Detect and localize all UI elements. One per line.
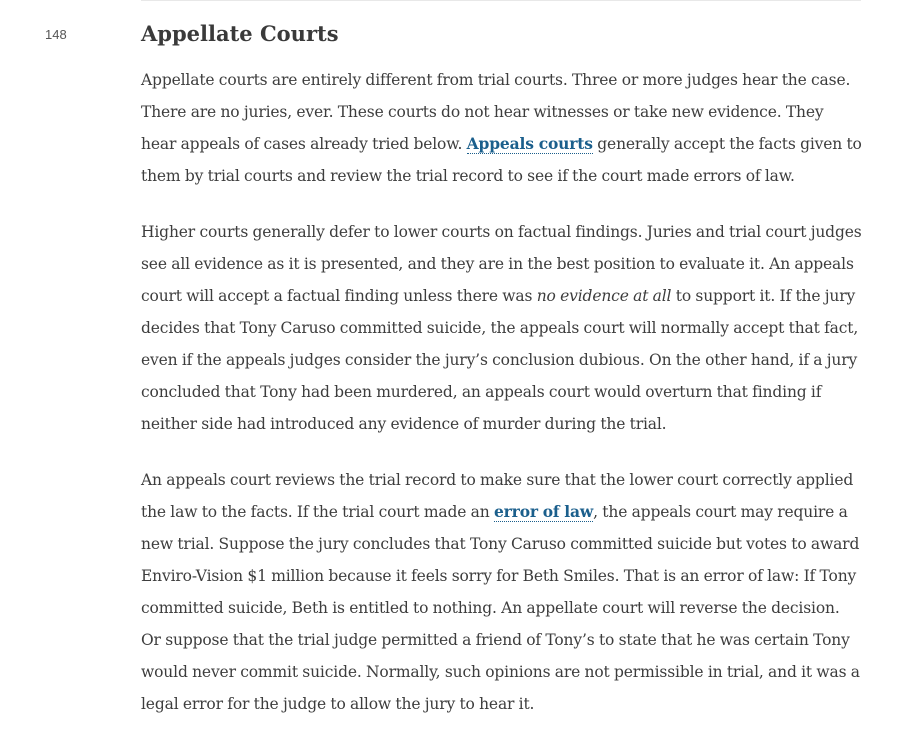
section-heading: Appellate Courts: [141, 21, 339, 46]
paragraph-2-text-b: to support it. If the jury decides that Tony Caruso committed suicide, the appeals court will normally accept that fact, even if the appeals judges consider the jury’s conclusion dubious. On the other hand, if a jury concluded that Tony had been murdered, an appeals court would overturn that finding if neither side had introduced any evidence of murder during the trial.: [141, 287, 859, 433]
page-number: 148: [45, 27, 67, 42]
paragraph-1-text-a: Appellate courts are entirely different from trial courts. Three or more judges hear the case. There are no juries, ever. These courts do not hear witnesses or take new evidence. They hear appeals of cases already tried below.: [141, 71, 851, 153]
top-divider: [141, 0, 861, 1]
paragraph-2: [141, 216, 863, 440]
paragraph-1: [141, 64, 863, 192]
paragraph-3-text-b: , the appeals court may require a new trial. Suppose the jury concludes that Tony Caruso committed suicide but votes to award Enviro-Vision $1 million because it feels sorry for Beth Smiles. That is an error of law: If Tony committed suicide, Beth is entitled to nothing. An appellate court will reverse the decision. Or suppose that the trial judge permitted a friend of Tony’s to state that he was certain Tony would never commit suicide. Normally, such opinions are not permissible in trial, and it was a legal error for the judge to allow the jury to hear it.: [141, 503, 860, 713]
appeals-courts-link[interactable]: Appeals courts: [466, 134, 593, 153]
error-of-law-link[interactable]: error of law: [493, 502, 594, 521]
paragraph-3-text-a: An appeals court reviews the trial record to make sure that the lower court correctly applied the law to the facts. If the trial court made an: [141, 471, 854, 521]
main-content: [141, 18, 863, 744]
paragraph-1-text-b: generally accept the facts given to them by trial courts and review the trial record to see if the court made errors of law.: [141, 135, 862, 185]
paragraph-2-emphasis: no evidence at all: [536, 287, 672, 305]
paragraph-2-text-a: Higher courts generally defer to lower courts on factual findings. Juries and trial court judges see all evidence as it is presented, and they are in the best position to evaluate it. An appeals court will accept a factual finding unless there was: [141, 223, 862, 305]
paragraph-3: [141, 464, 863, 720]
